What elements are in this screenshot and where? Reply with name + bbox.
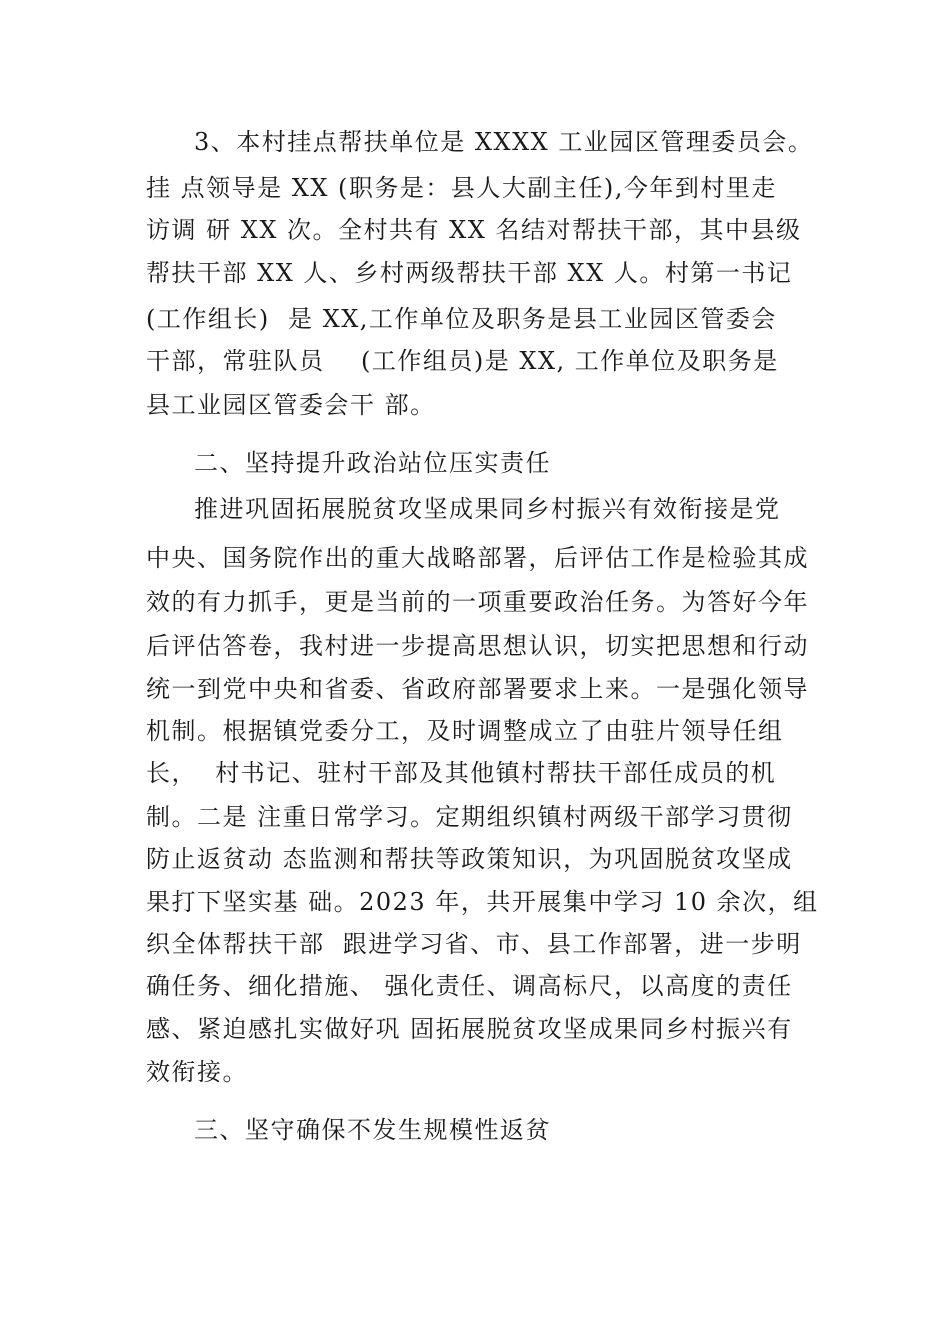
paragraph-line: 3、本村挂点帮扶单位是 XXXX 工业园区管理委员会。 — [194, 128, 814, 156]
paragraph-line: 感、紧迫感扎实做好巩 固拓展脱贫攻坚成果同乡村振兴有 — [146, 1015, 793, 1043]
section-heading: 二、坚持提升政治站位压实责任 — [194, 449, 551, 477]
paragraph-line: 效衔接。 — [146, 1058, 248, 1086]
paragraph-line: 县工业园区管委会干 部。 — [146, 391, 436, 419]
paragraph-line: 确任务、细化措施、 强化责任、调高标尺，以高度的责任 — [146, 972, 793, 1000]
paragraph-line: 织全体帮扶干部 跟进学习省、市、县工作部署，进一步明 — [146, 930, 802, 958]
paragraph-line: 帮扶干部 XX 人、乡村两级帮扶干部 XX 人。村第一书记 — [146, 259, 793, 287]
paragraph-line: 效的有力抓手，更是当前的一项重要政治任务。为答好今年 — [146, 588, 809, 616]
section-heading: 三、坚守确保不发生规模性返贫 — [194, 1116, 551, 1144]
paragraph-line: 防止返贫动 态监测和帮扶等政策知识，为巩固脱贫攻坚成 — [146, 845, 793, 873]
paragraph-line: 推进巩固拓展脱贫攻坚成果同乡村振兴有效衔接是党 — [194, 495, 781, 523]
paragraph-line: (工作组长) 是 XX,工作单位及职务是县工业园区管委会 — [146, 305, 777, 333]
paragraph-line: 制。二是 注重日常学习。定期组织镇村两级干部学习贯彻 — [146, 803, 793, 831]
paragraph-line: 后评估答卷，我村进一步提高思想认识，切实把思想和行动 — [146, 632, 809, 660]
paragraph-line: 中央、国务院作出的重大战略部署，后评估工作是检验其成 — [146, 544, 809, 572]
paragraph-line: 长， 村书记、驻村干部及其他镇村帮扶干部任成员的机 — [146, 759, 777, 787]
paragraph-line: 机制。根据镇党委分工，及时调整成立了由驻片领导任组 — [146, 717, 784, 745]
paragraph-line: 果打下坚实基 础。2023 年，共开展集中学习 10 余次，组 — [146, 888, 819, 916]
paragraph-line: 访调 研 XX 次。全村共有 XX 名结对帮扶干部，其中县级 — [146, 216, 802, 244]
paragraph-line: 挂 点领导是 XX (职务是：县人大副主任),今年到村里走 — [146, 174, 777, 202]
paragraph-line: 干部，常驻队员 (工作组员)是 XX, 工作单位及职务是 — [146, 347, 779, 375]
paragraph-line: 统一到党中央和省委、省政府部署要求上来。一是强化领导 — [146, 675, 809, 703]
